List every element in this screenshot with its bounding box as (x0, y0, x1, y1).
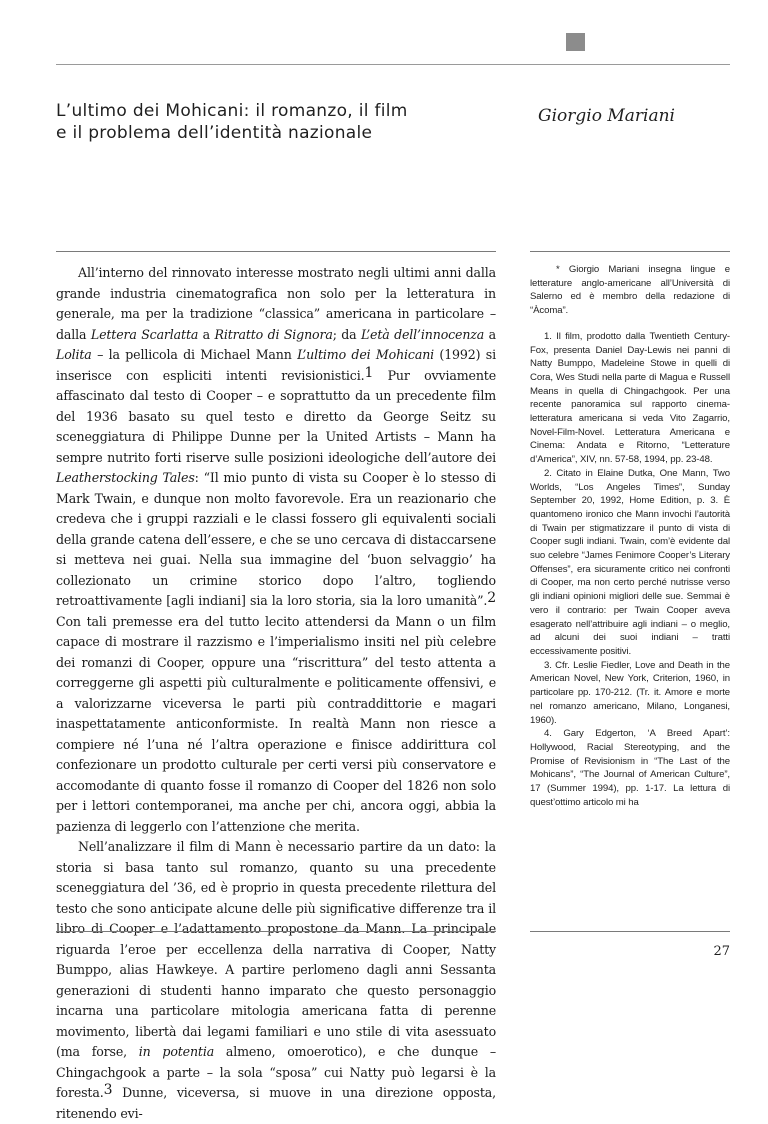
author-note: * Giorgio Mariani insegna lingue e letterature anglo-americane all’Università di Salerno ed è membro della redazione di “Àcoma”. (530, 264, 730, 317)
sidebar-divider (530, 251, 730, 252)
body-paragraph: Nell’analizzare il film di Mann è necessario partire da un dato: la storia si basa tanto sul romanzo, quanto su una precedente sceneggiatura del ’36, ed è proprio in questa precedente rilettura del testo che sono anticipate alcune delle più significative differenze tra il libro di Cooper e l’adattamento propostone da Mann. La principale riguarda l’eroe per eccellenza della narrativa di Cooper, Natty Bumppo, alias Hawkeye. A partire perlomeno dagli anni Sessanta generazioni di studenti hanno imparato che questo personaggio incarna una particolare mitologia americana fatta di perenne movimento, libertà dai legami familiari e uno stile di vita asessuato (ma forse, in potentia almeno, omoerotico), e che dunque – Chingachgook a parte – la sola “sposa” cui Natty può legarsi è la foresta.$^3$ Dunne, viceversa, si muove in una direzione opposta, ritenendo evi- (56, 839, 497, 1121)
footnote: 3. Cfr. Leslie Fiedler, Love and Death in the American Novel, New York, Criterion, 1960, in particolare pp. 170-212. (Tr. it. Amore e morte nel romanzo americano, Milano, Longanesi, 1960). (530, 659, 730, 726)
footnote-ref[interactable]: 3 (103, 1082, 113, 1098)
footnote: 4. Gary Edgerton, ‘A Breed Apart’: Hollywood, Racial Stereotyping, and the Promise of Revisionism in “The Last of the Mohicans”, “The Journal of American Culture”, 17 (Summer 1994), pp. 1-17. La lettura di quest’ottimo articolo mi ha (530, 728, 730, 808)
footnote-ref[interactable]: 1 (364, 364, 374, 381)
corner-marker (566, 33, 585, 51)
footer-divider (56, 931, 496, 932)
footnote: 2. Citato in Elaine Dutka, One Mann, Two Worlds, “Los Angeles Times”, Sunday September 20, 1992, Home Edition, p. 3. È quantomeno ironico che Mann invochi l’autorità di Twain per stigmatizzare il punto di vista di Cooper sugli indiani. Twain, com’è evidente dal suo celebre “James Fenimore Cooper’s Literary Offenses”, era sicuramente critico nei confronti di Cooper, ma non certo perché nutrisse verso gli indiani opinioni migliori delle sue. Semmai è vero il contrario: per Twain Cooper aveva esagerato nell’attribuire agli indiani – o meglio, ad alcuni dei suoi indiani – tratti eccessivamente positivi. (530, 467, 730, 657)
footnote-ref[interactable]: 2 (487, 590, 496, 606)
notes-column (530, 263, 730, 809)
body-paragraph: All’interno del rinnovato interesse mostrato negli ultimi anni dalla grande industria cinematografica non solo per la letteratura in generale, ma per la tradizione “classica” americana in particolare – dalla Lettera Scarlatta a Ritratto di Signora; da L’età dell’innocenza a Lolita – la pellicola di Michael Mann L’ultimo dei Mohicani (1992) si inserisce con espliciti intenti revisionistici.$^1$ Pur ovviamente affascinato dal testo di Cooper – e soprattutto da un precedente film del 1936 basato su quel testo e diretto da George Seitz su sceneggiatura di Philippe Dunne per la United Artists – Mann ha sempre nutrito forti riserve sulle posizioni ideologiche dell’autore dei Leatherstocking Tales: “Il mio punto di vista su Cooper è lo stesso di Mark Twain, e dunque non molto favorevole. Era un reazionario che credeva che i gruppi razziali e le classi fossero gli equivalenti sociali della grande catena dell’essere, e che se uno cercava di distaccarsene si metteva nei guai. Nella sua immagine del ‘buon selvaggio’ ha collezionato un crimine storico dopo l’altro, togliendo retroattivamente [agli indiani] sia la loro storia, sia la loro umanità”.$^2$ Con tali premesse era del tutto lecito attendersi da Mann o un film capace di mostrare il razzismo e l’imperialismo insiti nel più celebre dei romanzi di Cooper, oppure una “riscrittura” del testo attenta a correggerne gli aspetti più culturalmente e politicamente offensivi, e a valorizzarne viceversa le parti più contraddittorie e magari inaspettatamente anticonformiste. In realtà Mann non riesce a compiere né l’una né l’altra operazione e finisce addirittura col confezionare un prodotto culturale per certi versi più conservatore e accomodante di quanto fosse il romanzo di Cooper del 1826 non solo per i lettori contemporanei, ma anche per chi, ancora oggi, abbia la pazienza di leggerlo con l’attenzione che merita. (56, 265, 496, 834)
footnote: 1. Il film, prodotto dalla Twentieth Century-Fox, presenta Daniel Day-Lewis nei panni di Natty Bumppo, Madeleine Stowe in quelli di Cora, Wes Studi nella parte di Magua e Russell Means in quella di Chingachgook. Per una recente panoramica sul rapporto cinema-letteratura americana si veda Vito Zagarrio, Novel-Film-Novel. Letteratura Americana e Cinema: Andata e Ritorno, “Letterature d’America”, XIV, nn. 57-58, 1994, pp. 23-48. (530, 330, 730, 466)
article-title: L’ultimo dei Mohicani: il romanzo, il film e il problema dell’identità nazionale (56, 101, 408, 143)
main-column (56, 263, 496, 1124)
top-rule (56, 64, 730, 65)
footer-divider-side (530, 931, 730, 932)
page-number: 27 (713, 944, 730, 959)
header-divider (56, 251, 496, 252)
author-name: Giorgio Mariani (538, 106, 675, 126)
